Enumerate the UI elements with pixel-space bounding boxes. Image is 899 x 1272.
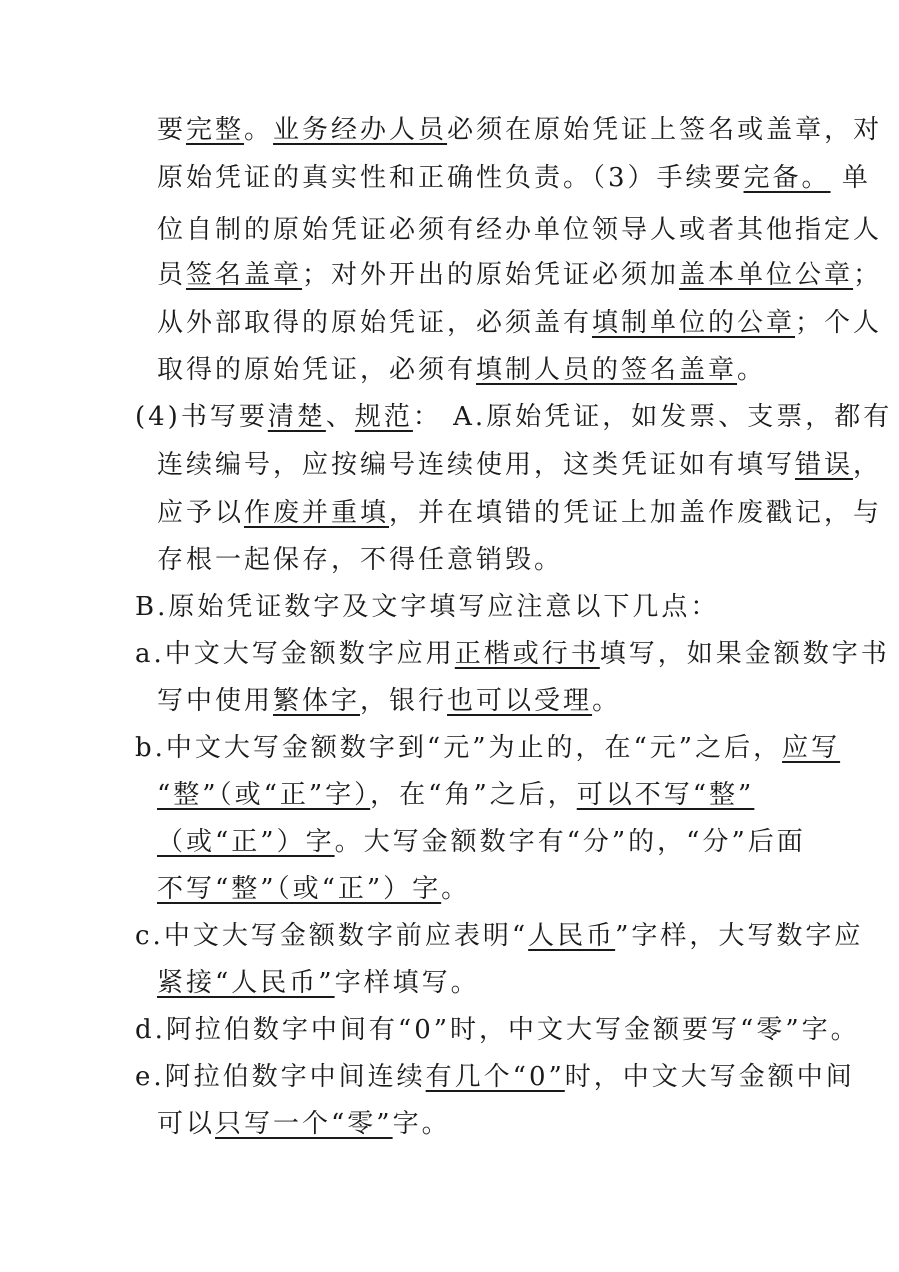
text-line: 从外部取得的原始凭证，必须盖有填制单位的公章；个人 xyxy=(157,308,883,338)
text-line: 紧接“人民币”字样填写。 xyxy=(157,968,480,998)
text-line: B.原始凭证数字及文字填写应注意以下几点： xyxy=(135,592,720,622)
text-line: 写中使用繁体字，银行也可以受理。 xyxy=(157,686,622,716)
text-line: 存根一起保存，不得任意销毁。 xyxy=(157,545,564,575)
text-line: 取得的原始凭证，必须有填制人员的签名盖章。 xyxy=(157,355,767,385)
text-line: d.阿拉伯数字中间有“0”时，中文大写金额要写“零”字。 xyxy=(135,1015,860,1045)
text-line: 原始凭证的真实性和正确性负责。（3）手续要完备。 单 xyxy=(157,163,871,193)
text-line: b.中文大写金额数字到“元”为止的，在“元”之后，应写 xyxy=(135,733,841,763)
text-line: 可以只写一个“零”字。 xyxy=(157,1109,451,1139)
text-line: 位自制的原始凭证必须有经办单位领导人或者其他指定人 xyxy=(157,215,883,245)
text-line: c.中文大写金额数字前应表明“人民币”字样，大写数字应 xyxy=(135,921,864,951)
text-line: “整”（或“正”字），在“角”之后，可以不写“整” xyxy=(157,780,755,810)
text-line: （或“正”）字。大写金额数字有“分”的，“分”后面 xyxy=(157,827,806,857)
text-line: 不写“整”（或“正”）字。 xyxy=(157,874,471,904)
text-line: 连续编号，应按编号连续使用，这类凭证如有填写错误， xyxy=(157,450,883,480)
text-line: 要完整。业务经办人员必须在原始凭证上签名或盖章，对 xyxy=(157,115,883,145)
text-line: 应予以作废并重填，并在填错的凭证上加盖作废戳记，与 xyxy=(157,498,883,528)
text-line: a.中文大写金额数字应用正楷或行书填写，如果金额数字书 xyxy=(135,639,890,669)
text-line: (4)书写要清楚、规范： A.原始凭证，如发票、支票，都有 xyxy=(135,402,893,432)
text-line: 员签名盖章；对外开出的原始凭证必须加盖本单位公章； xyxy=(157,260,883,290)
text-line: e.阿拉伯数字中间连续有几个“0”时，中文大写金额中间 xyxy=(135,1062,855,1092)
